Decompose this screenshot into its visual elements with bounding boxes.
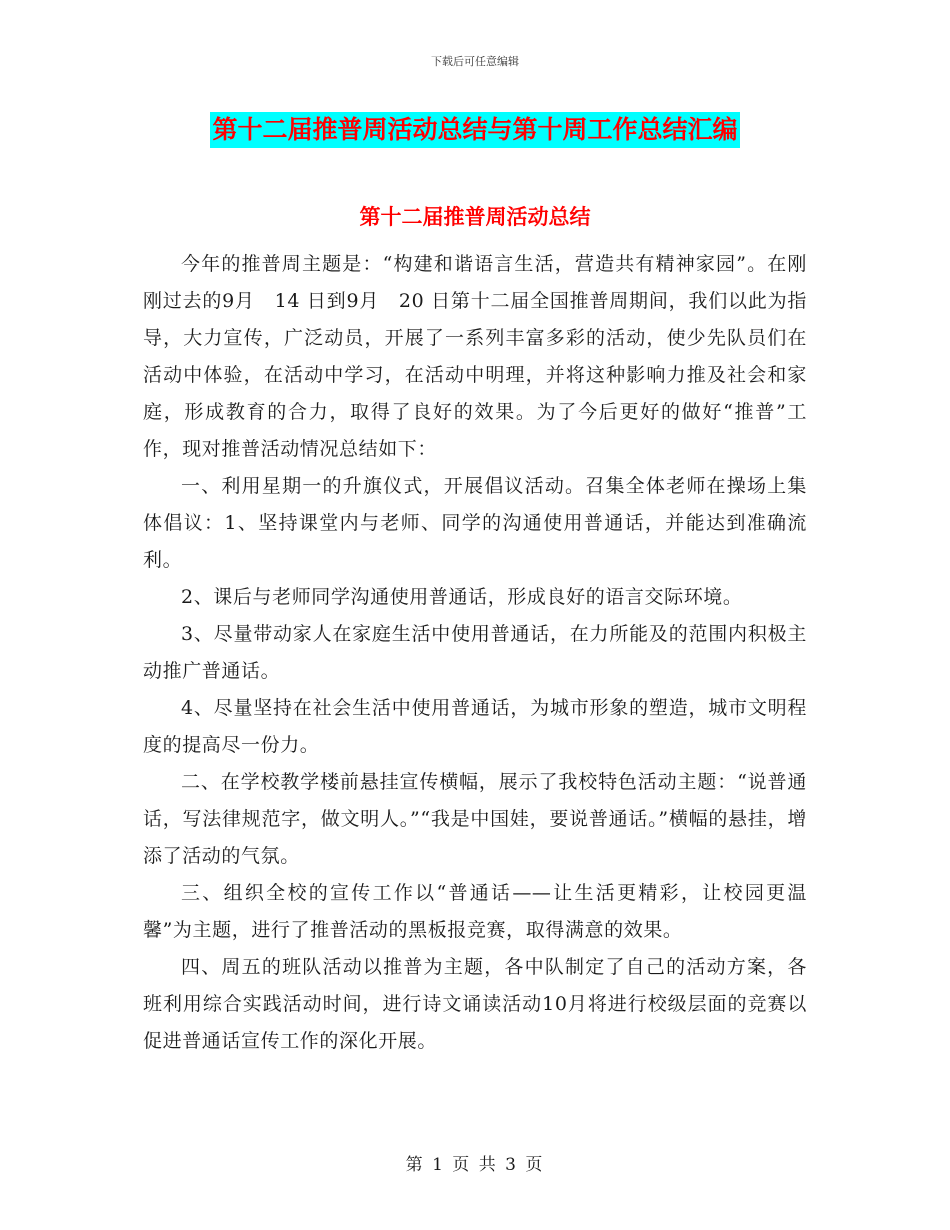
- paragraph-item-1-3: 3、尽量带动家人在家庭生活中使用普通话，在力所能及的范围内积极主动推广普通话。: [143, 623, 807, 682]
- paragraph-item-2: 二、在学校教学楼前悬挂宣传横幅，展示了我校特色活动主题：“说普通话，写法律规范字，做文明人。”“我是中国娃，要说普通话。”横幅的悬挂，增添了活动的气氛。: [143, 771, 807, 867]
- paragraph-item-4: 四、周五的班队活动以推普为主题，各中队制定了自己的活动方案，各班利用综合实践活动时间，进行诗文诵读活动10月将进行校级层面的竞赛以促进普通话宣传工作的深化开展。: [143, 956, 807, 1052]
- paragraph-intro: 今年的推普周主题是：“构建和谐语言生活，营造共有精神家园”。在刚刚过去的9月 14 日到9月 20 日第十二届全国推普周期间，我们以此为指导，大力宣传，广泛动员，开展了一系列丰富多彩的活动，使少先队员们在活动中体验，在活动中学习，在活动中明理，并将这种影响力推及社会和家庭，形成教育的合力，取得了良好的效果。为了今后更好的做好“推普”工作，现对推普活动情况总结如下：: [143, 253, 807, 460]
- paragraph-item-1-2: 2、课后与老师同学沟通使用普通话，形成良好的语言交际环境。: [181, 586, 743, 608]
- document-title-container: [0, 112, 950, 148]
- document-body: [143, 246, 807, 1060]
- header-note: 下载后可任意编辑: [431, 55, 519, 68]
- paragraph-item-1: 一、利用星期一的升旗仪式，开展倡议活动。召集全体老师在操场上集体倡议：1、坚持课堂内与老师、同学的沟通使用普通话，并能达到准确流利。: [143, 475, 807, 571]
- document-title: 第十二届推普周活动总结与第十周工作总结汇编: [210, 112, 739, 148]
- page-footer: 第 1 页 共 3 页: [405, 1155, 545, 1175]
- paragraph-item-3: 三、组织全校的宣传工作以“普通话——让生活更精彩，让校园更温馨”为主题，进行了推普活动的黑板报竞赛，取得满意的效果。: [143, 882, 807, 941]
- section-title: 第十二届推普周活动总结: [359, 205, 591, 229]
- paragraph-item-1-4: 4、尽量坚持在社会生活中使用普通话，为城市形象的塑造，城市文明程度的提高尽一份力。: [143, 697, 807, 756]
